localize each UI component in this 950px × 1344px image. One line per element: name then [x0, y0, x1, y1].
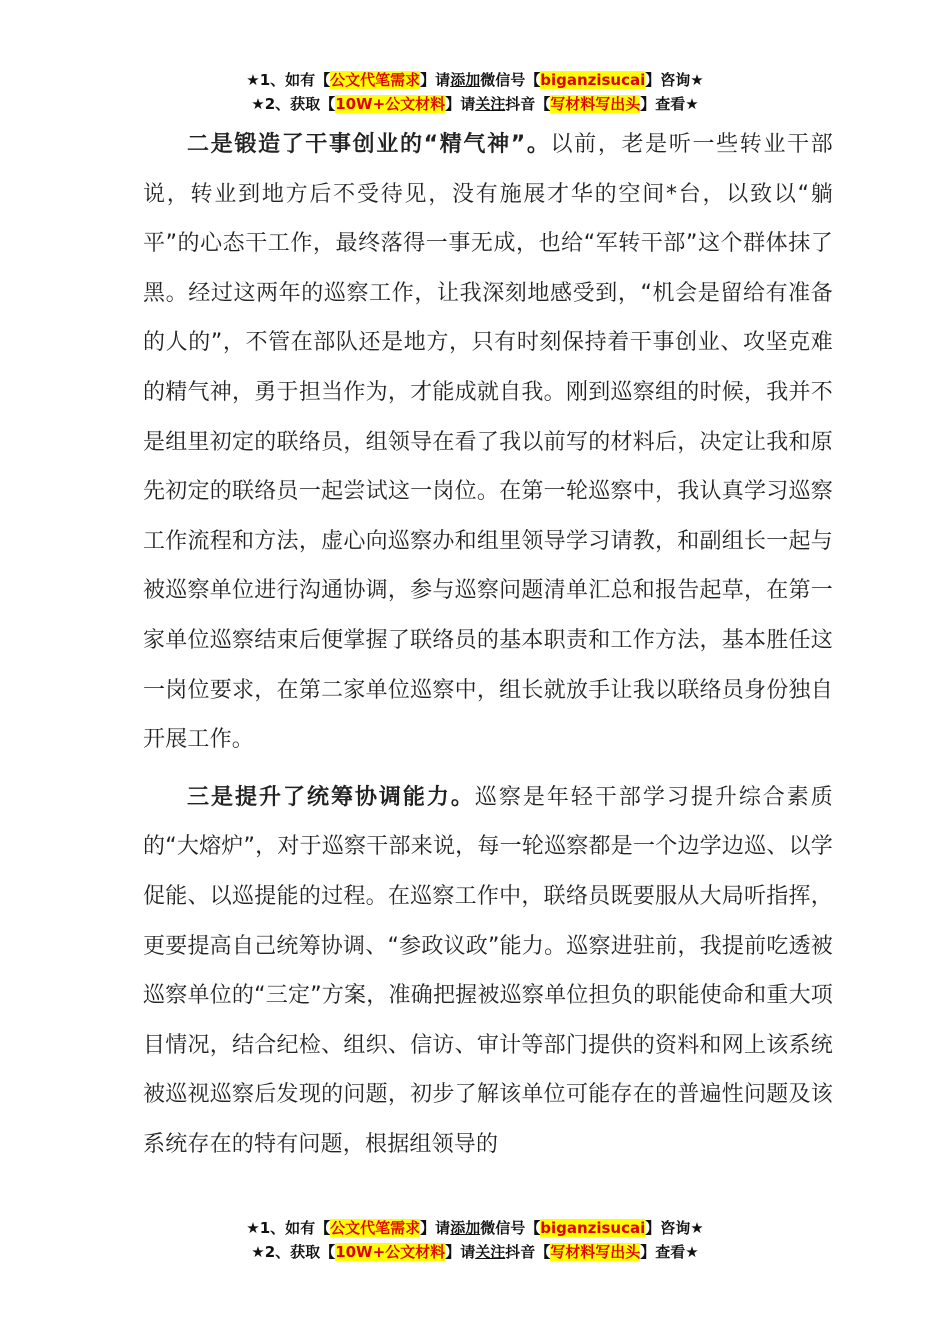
highlight-wechat-id: biganzisucai [540, 1219, 646, 1237]
highlight-materials: 10W+公文材料 [335, 1243, 446, 1261]
highlight-service: 公文代笔需求 [330, 71, 421, 89]
paragraph-text: 巡察是年轻干部学习提升综合素质的“大熔炉”，对于巡察干部来说，每一轮巡察都是一个边学边巡、以学促能、以巡提能的过程。在巡察工作中，联络员既要服从大局听指挥，更要提高自己统筹协调、“参政议政”能力。巡察进驻前，我提前吃透被巡察单位的“三定”方案，准确把握被巡察单位担负的职能使命和重大项目情况，结合纪检、组织、信访、审计等部门提供的资料和网上该系统被巡视巡察后发现的问题，初步了解该单位可能存在的普遍性问题及该系统存在的特有问题，根据组领导的 [143, 784, 833, 1157]
header-banner [0, 68, 950, 116]
banner-line-1: ★1、如有【公文代笔需求】请添加微信号【biganzisucai】咨询★ [246, 1219, 704, 1237]
highlight-douyin: 写材料写出头 [550, 95, 641, 113]
paragraph-lead: 二是锻造了干事创业的“精气神”。 [187, 132, 551, 157]
paragraph-lead: 三是提升了统筹协调能力。 [187, 784, 475, 810]
highlight-materials: 10W+公文材料 [335, 95, 446, 113]
highlight-wechat-id: biganzisucai [540, 71, 646, 89]
banner-line-2: ★2、获取【10W+公文材料】请关注抖音【写材料写出头】查看★ [251, 95, 699, 113]
paragraph-text: 以前，老是听一些转业干部说，转业到地方后不受待见，没有施展才华的空间*台，以致以“躺平”的心态干工作，最终落得一事无成，也给“军转干部”这个群体抹了黑。经过这两年的巡察工作，让我深刻地感受到，“机会是留给有准备的人的”，不管在部队还是地方，只有时刻保持着干事创业、攻坚克难的精气神，勇于担当作为，才能成就自我。刚到巡察组的时候，我并不是组里初定的联络员，组领导在看了我以前写的材料后，决定让我和原先初定的联络员一起尝试这一岗位。在第一轮巡察中，我认真学习巡察工作流程和方法，虚心向巡察办和组里领导学习请教，和副组长一起与被巡察单位进行沟通协调，参与巡察问题清单汇总和报告起草，在第一家单位巡察结束后便掌握了联络员的基本职责和工作方法，基本胜任这一岗位要求，在第二家单位巡察中，组长就放手让我以联络员身份独自开展工作。 [143, 132, 833, 753]
paragraph [143, 773, 833, 1170]
paragraph [143, 120, 833, 765]
banner-line-1: ★1、如有【公文代笔需求】请添加微信号【biganzisucai】咨询★ [246, 71, 704, 89]
highlight-service: 公文代笔需求 [330, 1219, 421, 1237]
banner-line-2: ★2、获取【10W+公文材料】请关注抖音【写材料写出头】查看★ [251, 1243, 699, 1261]
footer-banner [0, 1216, 950, 1264]
highlight-douyin: 写材料写出头 [550, 1243, 641, 1261]
document-body [143, 120, 833, 1169]
